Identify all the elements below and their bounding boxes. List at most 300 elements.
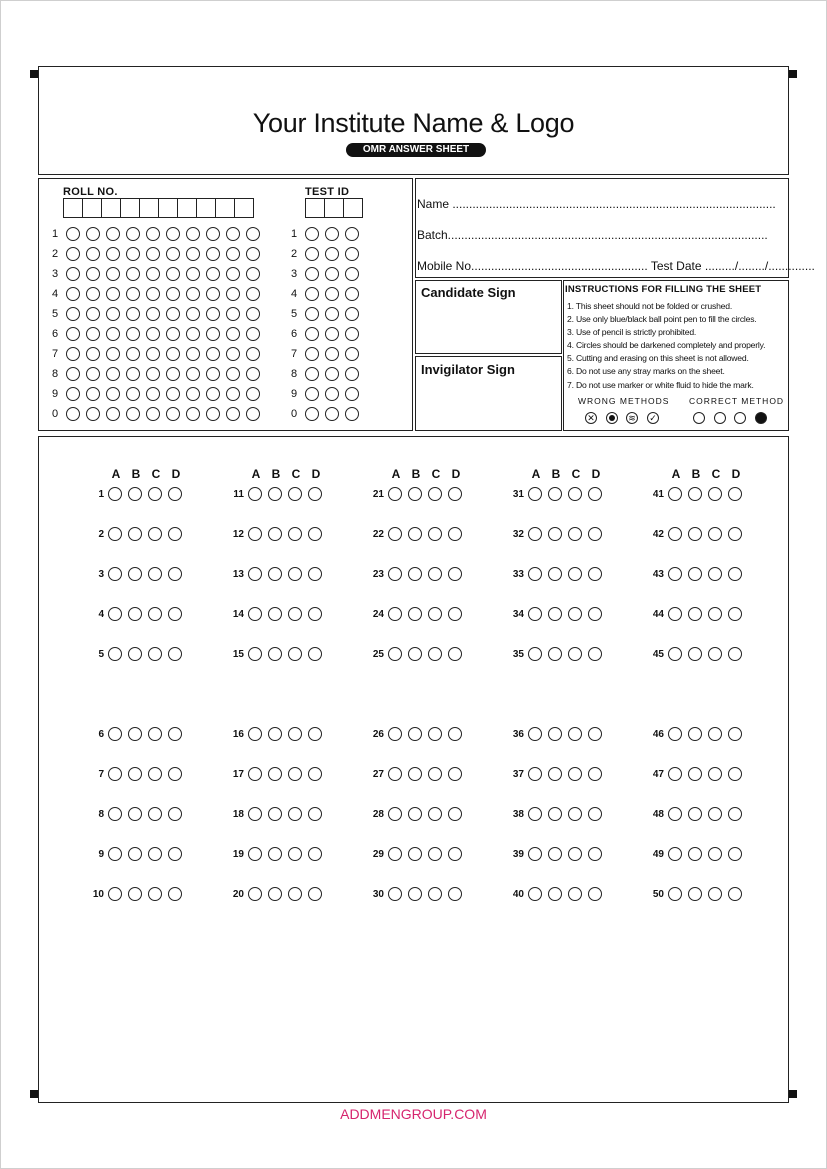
roll-bubble[interactable]: [146, 287, 160, 301]
answer-bubble[interactable]: [248, 887, 262, 901]
answer-bubble[interactable]: [388, 727, 402, 741]
answer-bubble[interactable]: [128, 767, 142, 781]
answer-bubble[interactable]: [268, 647, 282, 661]
answer-bubble[interactable]: [248, 607, 262, 621]
answer-bubble[interactable]: [728, 807, 742, 821]
answer-bubble[interactable]: [248, 767, 262, 781]
roll-bubble[interactable]: [206, 287, 220, 301]
answer-bubble[interactable]: [448, 567, 462, 581]
roll-write-cell[interactable]: [82, 198, 102, 218]
answer-bubble[interactable]: [148, 767, 162, 781]
test-id-write-cell[interactable]: [343, 198, 363, 218]
answer-bubble[interactable]: [308, 767, 322, 781]
answer-bubble[interactable]: [448, 807, 462, 821]
answer-bubble[interactable]: [568, 567, 582, 581]
answer-bubble[interactable]: [668, 607, 682, 621]
roll-bubble[interactable]: [126, 267, 140, 281]
answer-bubble[interactable]: [408, 487, 422, 501]
answer-bubble[interactable]: [548, 567, 562, 581]
answer-bubble[interactable]: [268, 767, 282, 781]
roll-bubble[interactable]: [206, 367, 220, 381]
answer-bubble[interactable]: [168, 607, 182, 621]
answer-bubble[interactable]: [708, 527, 722, 541]
answer-bubble[interactable]: [688, 847, 702, 861]
roll-bubble[interactable]: [166, 347, 180, 361]
answer-bubble[interactable]: [528, 887, 542, 901]
roll-bubble[interactable]: [66, 287, 80, 301]
roll-bubble[interactable]: [186, 227, 200, 241]
roll-bubble[interactable]: [66, 347, 80, 361]
roll-bubble[interactable]: [166, 267, 180, 281]
test-id-bubble[interactable]: [345, 367, 359, 381]
roll-bubble[interactable]: [126, 247, 140, 261]
roll-bubble[interactable]: [86, 327, 100, 341]
roll-bubble[interactable]: [86, 347, 100, 361]
answer-bubble[interactable]: [568, 527, 582, 541]
answer-bubble[interactable]: [708, 487, 722, 501]
answer-bubble[interactable]: [728, 847, 742, 861]
roll-bubble[interactable]: [186, 327, 200, 341]
answer-bubble[interactable]: [108, 567, 122, 581]
answer-bubble[interactable]: [268, 727, 282, 741]
answer-bubble[interactable]: [728, 767, 742, 781]
answer-bubble[interactable]: [548, 647, 562, 661]
answer-bubble[interactable]: [568, 647, 582, 661]
answer-bubble[interactable]: [168, 647, 182, 661]
answer-bubble[interactable]: [388, 767, 402, 781]
answer-bubble[interactable]: [308, 527, 322, 541]
test-id-bubble[interactable]: [325, 307, 339, 321]
test-id-bubble[interactable]: [325, 407, 339, 421]
roll-bubble[interactable]: [246, 367, 260, 381]
answer-bubble[interactable]: [168, 527, 182, 541]
mobile-date-field[interactable]: Mobile No..................................................... Test Date ........./......../..............: [417, 259, 815, 273]
roll-bubble[interactable]: [226, 327, 240, 341]
answer-bubble[interactable]: [668, 727, 682, 741]
roll-bubble[interactable]: [146, 407, 160, 421]
roll-bubble[interactable]: [86, 227, 100, 241]
test-id-bubble[interactable]: [305, 387, 319, 401]
answer-bubble[interactable]: [588, 487, 602, 501]
roll-bubble[interactable]: [66, 227, 80, 241]
answer-bubble[interactable]: [688, 487, 702, 501]
roll-bubble[interactable]: [186, 407, 200, 421]
roll-bubble[interactable]: [126, 407, 140, 421]
roll-bubble[interactable]: [66, 387, 80, 401]
answer-bubble[interactable]: [448, 847, 462, 861]
roll-bubble[interactable]: [166, 407, 180, 421]
answer-bubble[interactable]: [128, 567, 142, 581]
answer-bubble[interactable]: [688, 767, 702, 781]
answer-bubble[interactable]: [268, 607, 282, 621]
answer-bubble[interactable]: [288, 807, 302, 821]
roll-bubble[interactable]: [126, 307, 140, 321]
answer-bubble[interactable]: [428, 487, 442, 501]
roll-bubble[interactable]: [66, 327, 80, 341]
answer-bubble[interactable]: [528, 847, 542, 861]
answer-bubble[interactable]: [388, 847, 402, 861]
answer-bubble[interactable]: [168, 487, 182, 501]
answer-bubble[interactable]: [548, 487, 562, 501]
answer-bubble[interactable]: [548, 607, 562, 621]
answer-bubble[interactable]: [268, 847, 282, 861]
test-id-bubble[interactable]: [325, 227, 339, 241]
roll-write-cell[interactable]: [196, 198, 216, 218]
answer-bubble[interactable]: [408, 847, 422, 861]
roll-write-cell[interactable]: [101, 198, 121, 218]
answer-bubble[interactable]: [148, 607, 162, 621]
test-id-bubble[interactable]: [345, 347, 359, 361]
answer-bubble[interactable]: [428, 527, 442, 541]
roll-bubble[interactable]: [126, 227, 140, 241]
answer-bubble[interactable]: [728, 887, 742, 901]
answer-bubble[interactable]: [588, 647, 602, 661]
answer-bubble[interactable]: [268, 527, 282, 541]
answer-bubble[interactable]: [308, 727, 322, 741]
answer-bubble[interactable]: [528, 807, 542, 821]
answer-bubble[interactable]: [448, 527, 462, 541]
test-id-bubble[interactable]: [305, 347, 319, 361]
roll-bubble[interactable]: [166, 247, 180, 261]
test-id-bubble[interactable]: [305, 267, 319, 281]
answer-bubble[interactable]: [308, 847, 322, 861]
roll-bubble[interactable]: [66, 267, 80, 281]
roll-bubble[interactable]: [126, 327, 140, 341]
roll-write-cell[interactable]: [177, 198, 197, 218]
roll-bubble[interactable]: [206, 247, 220, 261]
roll-bubble[interactable]: [146, 307, 160, 321]
answer-bubble[interactable]: [108, 767, 122, 781]
roll-bubble[interactable]: [226, 347, 240, 361]
answer-bubble[interactable]: [388, 807, 402, 821]
test-id-bubble[interactable]: [305, 247, 319, 261]
answer-bubble[interactable]: [128, 607, 142, 621]
roll-bubble[interactable]: [166, 227, 180, 241]
answer-bubble[interactable]: [528, 567, 542, 581]
answer-bubble[interactable]: [268, 487, 282, 501]
answer-bubble[interactable]: [448, 767, 462, 781]
answer-bubble[interactable]: [108, 487, 122, 501]
answer-bubble[interactable]: [288, 567, 302, 581]
answer-bubble[interactable]: [108, 607, 122, 621]
answer-bubble[interactable]: [408, 767, 422, 781]
roll-bubble[interactable]: [246, 267, 260, 281]
answer-bubble[interactable]: [248, 487, 262, 501]
answer-bubble[interactable]: [168, 887, 182, 901]
roll-bubble[interactable]: [206, 267, 220, 281]
roll-bubble[interactable]: [246, 247, 260, 261]
test-id-bubble[interactable]: [305, 287, 319, 301]
roll-bubble[interactable]: [106, 247, 120, 261]
roll-write-cell[interactable]: [120, 198, 140, 218]
answer-bubble[interactable]: [708, 887, 722, 901]
answer-bubble[interactable]: [708, 607, 722, 621]
answer-bubble[interactable]: [248, 727, 262, 741]
answer-bubble[interactable]: [108, 647, 122, 661]
answer-bubble[interactable]: [728, 527, 742, 541]
test-id-bubble[interactable]: [345, 327, 359, 341]
answer-bubble[interactable]: [448, 607, 462, 621]
answer-bubble[interactable]: [128, 487, 142, 501]
roll-bubble[interactable]: [226, 247, 240, 261]
roll-bubble[interactable]: [186, 247, 200, 261]
answer-bubble[interactable]: [588, 567, 602, 581]
roll-bubble[interactable]: [126, 287, 140, 301]
test-id-write-cell[interactable]: [324, 198, 344, 218]
answer-bubble[interactable]: [288, 847, 302, 861]
answer-bubble[interactable]: [408, 647, 422, 661]
answer-bubble[interactable]: [568, 607, 582, 621]
roll-bubble[interactable]: [126, 387, 140, 401]
answer-bubble[interactable]: [148, 847, 162, 861]
answer-bubble[interactable]: [668, 527, 682, 541]
answer-bubble[interactable]: [168, 807, 182, 821]
answer-bubble[interactable]: [168, 727, 182, 741]
answer-bubble[interactable]: [668, 647, 682, 661]
answer-bubble[interactable]: [428, 567, 442, 581]
answer-bubble[interactable]: [248, 567, 262, 581]
test-id-bubble[interactable]: [325, 287, 339, 301]
answer-bubble[interactable]: [108, 527, 122, 541]
roll-bubble[interactable]: [206, 387, 220, 401]
answer-bubble[interactable]: [548, 887, 562, 901]
roll-bubble[interactable]: [226, 367, 240, 381]
answer-bubble[interactable]: [588, 527, 602, 541]
answer-bubble[interactable]: [308, 807, 322, 821]
answer-bubble[interactable]: [588, 607, 602, 621]
answer-bubble[interactable]: [408, 567, 422, 581]
roll-bubble[interactable]: [186, 387, 200, 401]
roll-bubble[interactable]: [246, 387, 260, 401]
answer-bubble[interactable]: [388, 887, 402, 901]
answer-bubble[interactable]: [568, 847, 582, 861]
answer-bubble[interactable]: [388, 607, 402, 621]
answer-bubble[interactable]: [428, 647, 442, 661]
answer-bubble[interactable]: [548, 727, 562, 741]
test-id-bubble[interactable]: [305, 307, 319, 321]
roll-bubble[interactable]: [106, 407, 120, 421]
roll-bubble[interactable]: [166, 287, 180, 301]
roll-bubble[interactable]: [186, 307, 200, 321]
answer-bubble[interactable]: [668, 887, 682, 901]
answer-bubble[interactable]: [268, 887, 282, 901]
answer-bubble[interactable]: [428, 607, 442, 621]
answer-bubble[interactable]: [528, 727, 542, 741]
roll-bubble[interactable]: [106, 307, 120, 321]
roll-bubble[interactable]: [66, 367, 80, 381]
answer-bubble[interactable]: [388, 647, 402, 661]
answer-bubble[interactable]: [688, 647, 702, 661]
answer-bubble[interactable]: [708, 807, 722, 821]
answer-bubble[interactable]: [668, 767, 682, 781]
answer-bubble[interactable]: [388, 527, 402, 541]
answer-bubble[interactable]: [448, 487, 462, 501]
answer-bubble[interactable]: [728, 607, 742, 621]
roll-bubble[interactable]: [246, 327, 260, 341]
answer-bubble[interactable]: [448, 647, 462, 661]
test-id-bubble[interactable]: [345, 247, 359, 261]
roll-bubble[interactable]: [166, 367, 180, 381]
answer-bubble[interactable]: [248, 807, 262, 821]
test-id-bubble[interactable]: [345, 307, 359, 321]
batch-field[interactable]: Batch................................................................................................: [417, 228, 768, 242]
answer-bubble[interactable]: [428, 727, 442, 741]
answer-bubble[interactable]: [568, 887, 582, 901]
answer-bubble[interactable]: [408, 607, 422, 621]
answer-bubble[interactable]: [168, 847, 182, 861]
answer-bubble[interactable]: [688, 527, 702, 541]
answer-bubble[interactable]: [428, 767, 442, 781]
answer-bubble[interactable]: [288, 487, 302, 501]
answer-bubble[interactable]: [428, 847, 442, 861]
answer-bubble[interactable]: [728, 487, 742, 501]
answer-bubble[interactable]: [148, 807, 162, 821]
answer-bubble[interactable]: [548, 847, 562, 861]
answer-bubble[interactable]: [588, 767, 602, 781]
answer-bubble[interactable]: [688, 607, 702, 621]
answer-bubble[interactable]: [268, 807, 282, 821]
answer-bubble[interactable]: [308, 487, 322, 501]
answer-bubble[interactable]: [548, 807, 562, 821]
answer-bubble[interactable]: [168, 567, 182, 581]
roll-bubble[interactable]: [206, 347, 220, 361]
answer-bubble[interactable]: [308, 607, 322, 621]
roll-bubble[interactable]: [186, 287, 200, 301]
answer-bubble[interactable]: [148, 887, 162, 901]
answer-bubble[interactable]: [708, 847, 722, 861]
answer-bubble[interactable]: [148, 567, 162, 581]
roll-bubble[interactable]: [246, 407, 260, 421]
answer-bubble[interactable]: [688, 887, 702, 901]
answer-bubble[interactable]: [568, 487, 582, 501]
answer-bubble[interactable]: [388, 567, 402, 581]
roll-bubble[interactable]: [106, 267, 120, 281]
answer-bubble[interactable]: [268, 567, 282, 581]
roll-bubble[interactable]: [226, 307, 240, 321]
roll-bubble[interactable]: [246, 227, 260, 241]
answer-bubble[interactable]: [528, 647, 542, 661]
answer-bubble[interactable]: [148, 647, 162, 661]
answer-bubble[interactable]: [448, 727, 462, 741]
roll-bubble[interactable]: [246, 287, 260, 301]
answer-bubble[interactable]: [728, 727, 742, 741]
answer-bubble[interactable]: [728, 647, 742, 661]
test-id-bubble[interactable]: [305, 407, 319, 421]
answer-bubble[interactable]: [108, 727, 122, 741]
answer-bubble[interactable]: [288, 887, 302, 901]
answer-bubble[interactable]: [288, 647, 302, 661]
test-id-bubble[interactable]: [345, 267, 359, 281]
test-id-bubble[interactable]: [345, 227, 359, 241]
answer-bubble[interactable]: [448, 887, 462, 901]
roll-bubble[interactable]: [206, 307, 220, 321]
test-id-bubble[interactable]: [305, 227, 319, 241]
roll-bubble[interactable]: [226, 227, 240, 241]
answer-bubble[interactable]: [288, 607, 302, 621]
roll-bubble[interactable]: [146, 347, 160, 361]
answer-bubble[interactable]: [588, 847, 602, 861]
answer-bubble[interactable]: [668, 487, 682, 501]
roll-bubble[interactable]: [86, 407, 100, 421]
roll-bubble[interactable]: [226, 407, 240, 421]
roll-bubble[interactable]: [66, 307, 80, 321]
roll-bubble[interactable]: [66, 247, 80, 261]
answer-bubble[interactable]: [528, 767, 542, 781]
answer-bubble[interactable]: [288, 527, 302, 541]
answer-bubble[interactable]: [548, 527, 562, 541]
answer-bubble[interactable]: [128, 887, 142, 901]
answer-bubble[interactable]: [528, 487, 542, 501]
answer-bubble[interactable]: [588, 807, 602, 821]
answer-bubble[interactable]: [528, 527, 542, 541]
roll-bubble[interactable]: [146, 387, 160, 401]
answer-bubble[interactable]: [668, 567, 682, 581]
answer-bubble[interactable]: [128, 527, 142, 541]
answer-bubble[interactable]: [248, 527, 262, 541]
roll-bubble[interactable]: [246, 347, 260, 361]
answer-bubble[interactable]: [408, 807, 422, 821]
test-id-bubble[interactable]: [325, 387, 339, 401]
answer-bubble[interactable]: [128, 807, 142, 821]
answer-bubble[interactable]: [588, 727, 602, 741]
answer-bubble[interactable]: [108, 807, 122, 821]
test-id-write-cell[interactable]: [305, 198, 325, 218]
answer-bubble[interactable]: [428, 807, 442, 821]
answer-bubble[interactable]: [708, 647, 722, 661]
answer-bubble[interactable]: [288, 727, 302, 741]
test-id-bubble[interactable]: [345, 287, 359, 301]
roll-bubble[interactable]: [166, 387, 180, 401]
answer-bubble[interactable]: [388, 487, 402, 501]
roll-bubble[interactable]: [86, 367, 100, 381]
roll-bubble[interactable]: [86, 307, 100, 321]
answer-bubble[interactable]: [168, 767, 182, 781]
answer-bubble[interactable]: [708, 567, 722, 581]
answer-bubble[interactable]: [128, 647, 142, 661]
answer-bubble[interactable]: [408, 727, 422, 741]
roll-bubble[interactable]: [166, 327, 180, 341]
roll-bubble[interactable]: [86, 267, 100, 281]
answer-bubble[interactable]: [708, 767, 722, 781]
roll-bubble[interactable]: [166, 307, 180, 321]
roll-bubble[interactable]: [186, 367, 200, 381]
answer-bubble[interactable]: [408, 527, 422, 541]
answer-bubble[interactable]: [288, 767, 302, 781]
answer-bubble[interactable]: [568, 767, 582, 781]
roll-bubble[interactable]: [106, 387, 120, 401]
roll-bubble[interactable]: [126, 347, 140, 361]
roll-bubble[interactable]: [186, 267, 200, 281]
roll-write-cell[interactable]: [234, 198, 254, 218]
answer-bubble[interactable]: [568, 727, 582, 741]
roll-bubble[interactable]: [106, 227, 120, 241]
roll-bubble[interactable]: [86, 387, 100, 401]
answer-bubble[interactable]: [128, 727, 142, 741]
roll-bubble[interactable]: [126, 367, 140, 381]
answer-bubble[interactable]: [688, 727, 702, 741]
answer-bubble[interactable]: [668, 847, 682, 861]
answer-bubble[interactable]: [148, 727, 162, 741]
roll-bubble[interactable]: [146, 247, 160, 261]
test-id-bubble[interactable]: [325, 367, 339, 381]
test-id-bubble[interactable]: [305, 327, 319, 341]
roll-bubble[interactable]: [186, 347, 200, 361]
roll-bubble[interactable]: [106, 287, 120, 301]
roll-write-cell[interactable]: [139, 198, 159, 218]
answer-bubble[interactable]: [708, 727, 722, 741]
test-id-bubble[interactable]: [345, 387, 359, 401]
roll-bubble[interactable]: [226, 387, 240, 401]
